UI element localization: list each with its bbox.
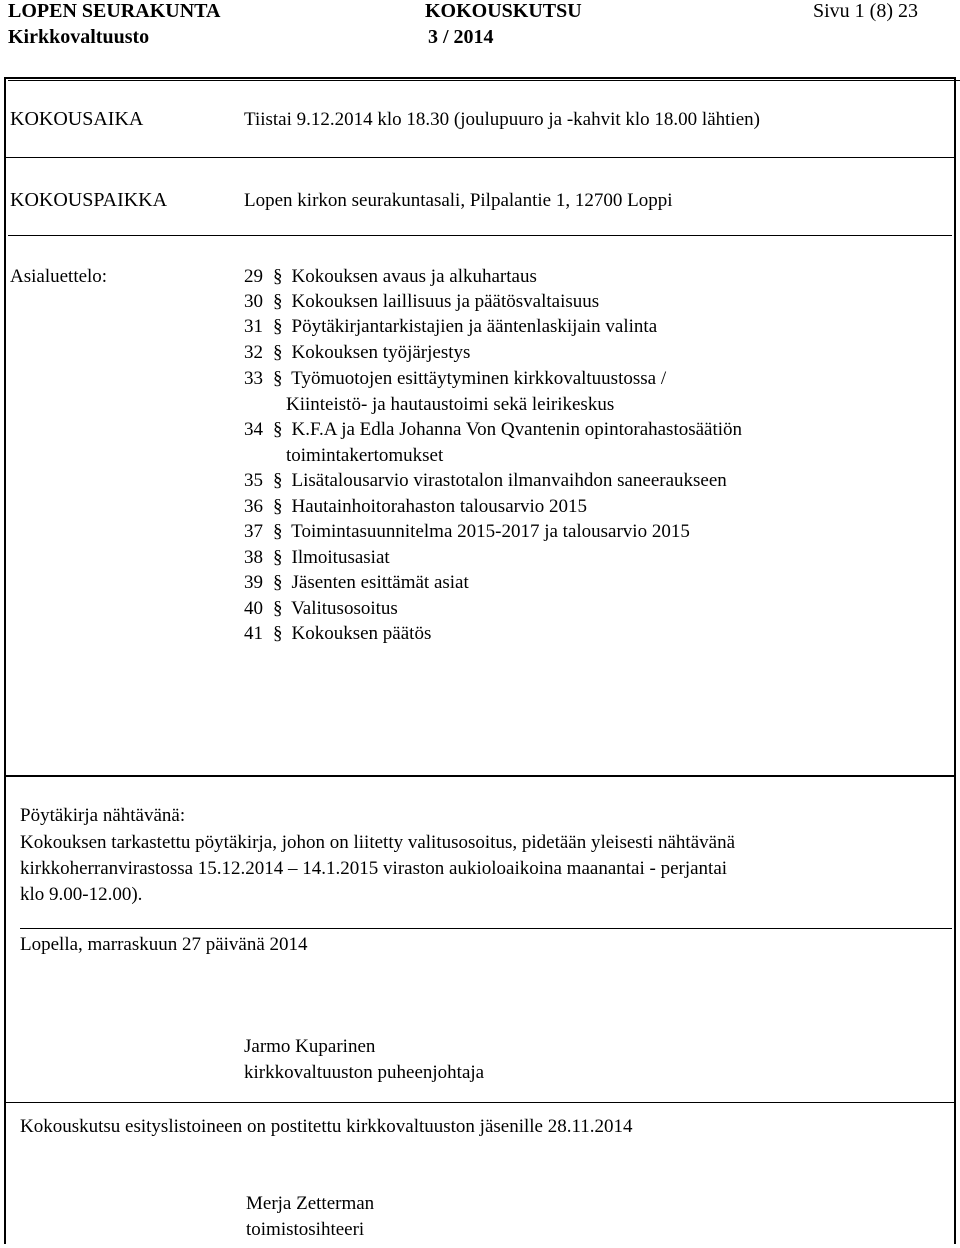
mailing-note: Kokouskutsu esityslistoineen on postitettu kirkkovaltuuston jäsenille 28.11.2014 [20, 1116, 633, 1137]
section-symbol: § [273, 496, 283, 517]
section-symbol: § [273, 623, 283, 644]
agenda-item-text: Hautainhoitorahaston talousarvio 2015 [291, 496, 587, 517]
agenda-item-number: 38 [244, 547, 263, 568]
minutes-title: Pöytäkirja nähtävänä: [20, 805, 186, 826]
agenda-item-text: Ilmoitusasiat [291, 547, 390, 568]
agenda-item [244, 470, 727, 492]
agenda-item-text: Kokouksen työjärjestys [291, 342, 471, 363]
minutes-line: Kokouksen tarkastettu pöytäkirja, johon on liitetty valitusosoitus, pidetään yleisesti nähtävänä [20, 832, 735, 853]
document-type: KOKOUSKUTSU [425, 0, 582, 22]
meeting-time-label: KOKOUSAIKA [10, 108, 144, 130]
secretary-name: Merja Zetterman [246, 1193, 375, 1214]
agenda-item-text: Kokouksen avaus ja alkuhartaus [291, 266, 537, 287]
divider [4, 775, 956, 777]
agenda-item-text: Kokouksen päätös [291, 623, 432, 644]
section-symbol: § [273, 598, 283, 619]
agenda-item-number: 30 [244, 291, 263, 312]
divider [8, 235, 952, 236]
section-symbol: § [273, 521, 283, 542]
agenda-item-number: 39 [244, 572, 263, 593]
agenda-item [244, 572, 469, 594]
agenda-item-text: K.F.A ja Edla Johanna Von Qvantenin opintorahastosäätiön [291, 419, 743, 440]
section-symbol: § [273, 419, 283, 440]
agenda-item-number: 33 [244, 368, 263, 389]
section-symbol: § [273, 572, 283, 593]
agenda-item [244, 368, 666, 390]
agenda-item [244, 496, 587, 518]
secretary-title: toimistosihteeri [246, 1219, 365, 1240]
agenda-item [244, 547, 390, 569]
agenda-item-continuation: toimintakertomukset [286, 445, 444, 466]
place-date: Lopella, marraskuun 27 päivänä 2014 [20, 934, 308, 955]
minutes-line: klo 9.00-12.00). [20, 884, 143, 905]
governing-body: Kirkkovaltuusto [8, 26, 150, 48]
divider [4, 1102, 956, 1103]
meeting-place-value: Lopen kirkon seurakuntasali, Pilpalantie 1, 12700 Loppi [244, 190, 673, 211]
section-symbol: § [273, 266, 283, 287]
agenda-item-text: Työmuotojen esittäytyminen kirkkovaltuustossa / [291, 368, 667, 389]
agenda-item [244, 266, 537, 288]
agenda-item-number: 34 [244, 419, 263, 440]
agenda-item-number: 29 [244, 266, 263, 287]
frame-top-rule [8, 80, 960, 85]
agenda-item-text: Pöytäkirjantarkistajien ja ääntenlaskijain valinta [291, 316, 658, 337]
agenda-item-number: 32 [244, 342, 263, 363]
section-symbol: § [273, 368, 283, 389]
agenda-item-number: 40 [244, 598, 263, 619]
section-symbol: § [273, 342, 283, 363]
section-symbol: § [273, 547, 283, 568]
agenda-item-number: 41 [244, 623, 263, 644]
section-symbol: § [273, 316, 283, 337]
divider [20, 928, 952, 929]
agenda-item-text: Kokouksen laillisuus ja päätösvaltaisuus [291, 291, 600, 312]
divider [4, 157, 956, 158]
minutes-line: kirkkoherranvirastossa 15.12.2014 – 14.1.2015 viraston aukioloaikoina maanantai - perjantai [20, 858, 728, 879]
meeting-time-value: Tiistai 9.12.2014 klo 18.30 (joulupuuro ja -kahvit klo 18.00 lähtien) [244, 109, 760, 130]
meeting-number: 3 / 2014 [428, 26, 494, 48]
agenda-item-number: 35 [244, 470, 263, 491]
organization-name: LOPEN SEURAKUNTA [8, 0, 221, 22]
agenda-item-number: 37 [244, 521, 263, 542]
page-number: Sivu 1 (8) 23 [813, 0, 918, 22]
chair-name: Jarmo Kuparinen [244, 1036, 376, 1057]
agenda-item [244, 419, 742, 441]
agenda-item [244, 291, 599, 313]
meeting-place-label: KOKOUSPAIKKA [10, 189, 168, 211]
agenda-item-continuation: Kiinteistö- ja hautaustoimi sekä leirikeskus [286, 394, 615, 415]
agenda-label: Asialuettelo: [10, 266, 108, 287]
section-symbol: § [273, 291, 283, 312]
agenda-item-text: Lisätalousarvio virastotalon ilmanvaihdon saneeraukseen [291, 470, 727, 491]
agenda-item-number: 36 [244, 496, 263, 517]
agenda-item-text: Valitusosoitus [291, 598, 398, 619]
agenda-item [244, 598, 398, 620]
agenda-item [244, 342, 470, 364]
agenda-item-number: 31 [244, 316, 263, 337]
agenda-item-text: Jäsenten esittämät asiat [291, 572, 469, 593]
agenda-item [244, 623, 431, 645]
agenda-item [244, 521, 690, 543]
chair-title: kirkkovaltuuston puheenjohtaja [244, 1062, 485, 1083]
agenda-item-text: Toimintasuunnitelma 2015-2017 ja talousarvio 2015 [291, 521, 690, 542]
section-symbol: § [273, 470, 283, 491]
agenda-item [244, 316, 657, 338]
